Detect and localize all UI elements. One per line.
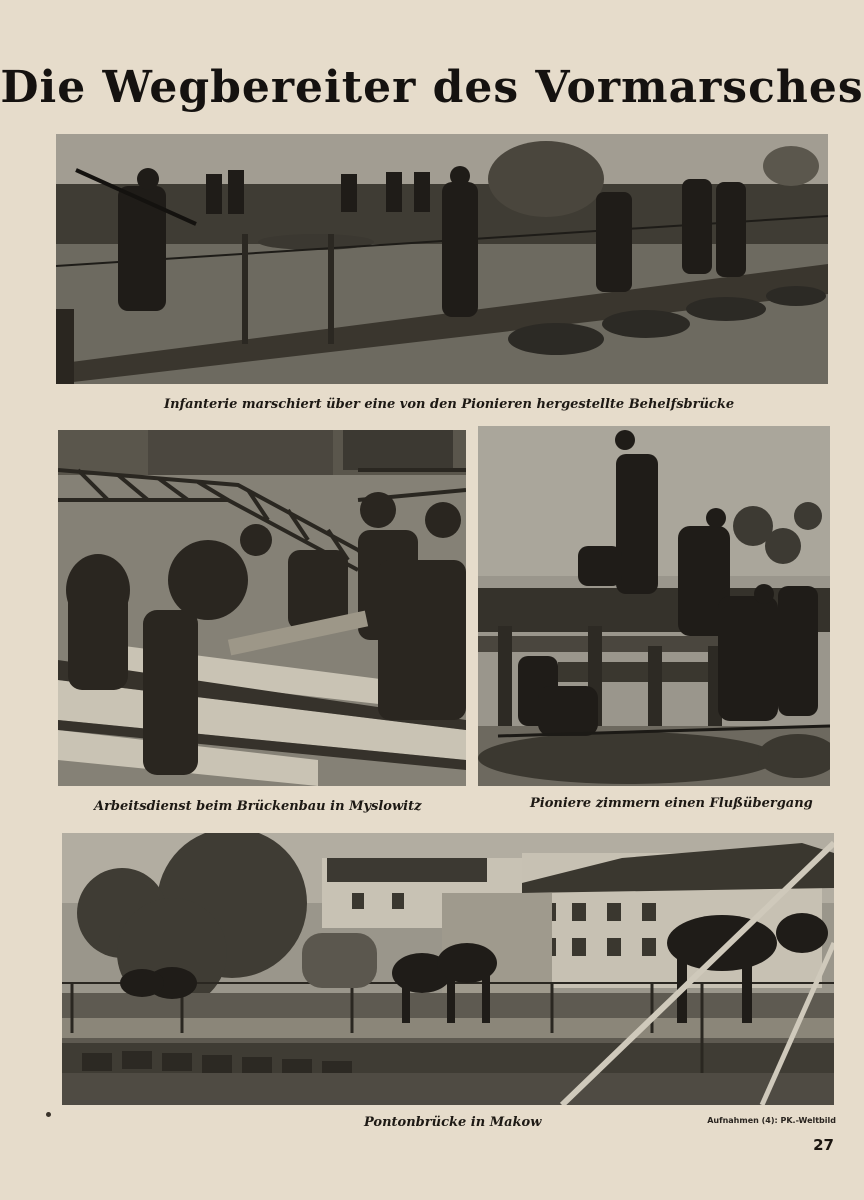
caption-photo-3: Pioniere zimmern einen Flußübergang	[530, 796, 813, 811]
caption-photo-1: Infanterie marschiert über eine von den Pionieren hergestellte Behelfsbrücke	[164, 397, 735, 412]
photo-pontoon-bridge-makow	[62, 833, 834, 1105]
photo-bridge-building-myslowitz	[58, 430, 466, 786]
photo-infantry-bridge	[56, 134, 828, 384]
photo-pioneers-river-crossing	[478, 426, 830, 786]
page-title: Die Wegbereiter des Vormarsches	[0, 62, 864, 113]
caption-photo-2: Arbeitsdienst beim Brückenbau in Myslowitz	[94, 799, 422, 814]
page-number: 27	[813, 1136, 834, 1154]
photo-credit: Aufnahmen (4): PK.-Weltbild	[707, 1116, 836, 1125]
ink-spot	[46, 1112, 51, 1117]
caption-photo-4: Pontonbrücke in Makow	[364, 1115, 542, 1130]
